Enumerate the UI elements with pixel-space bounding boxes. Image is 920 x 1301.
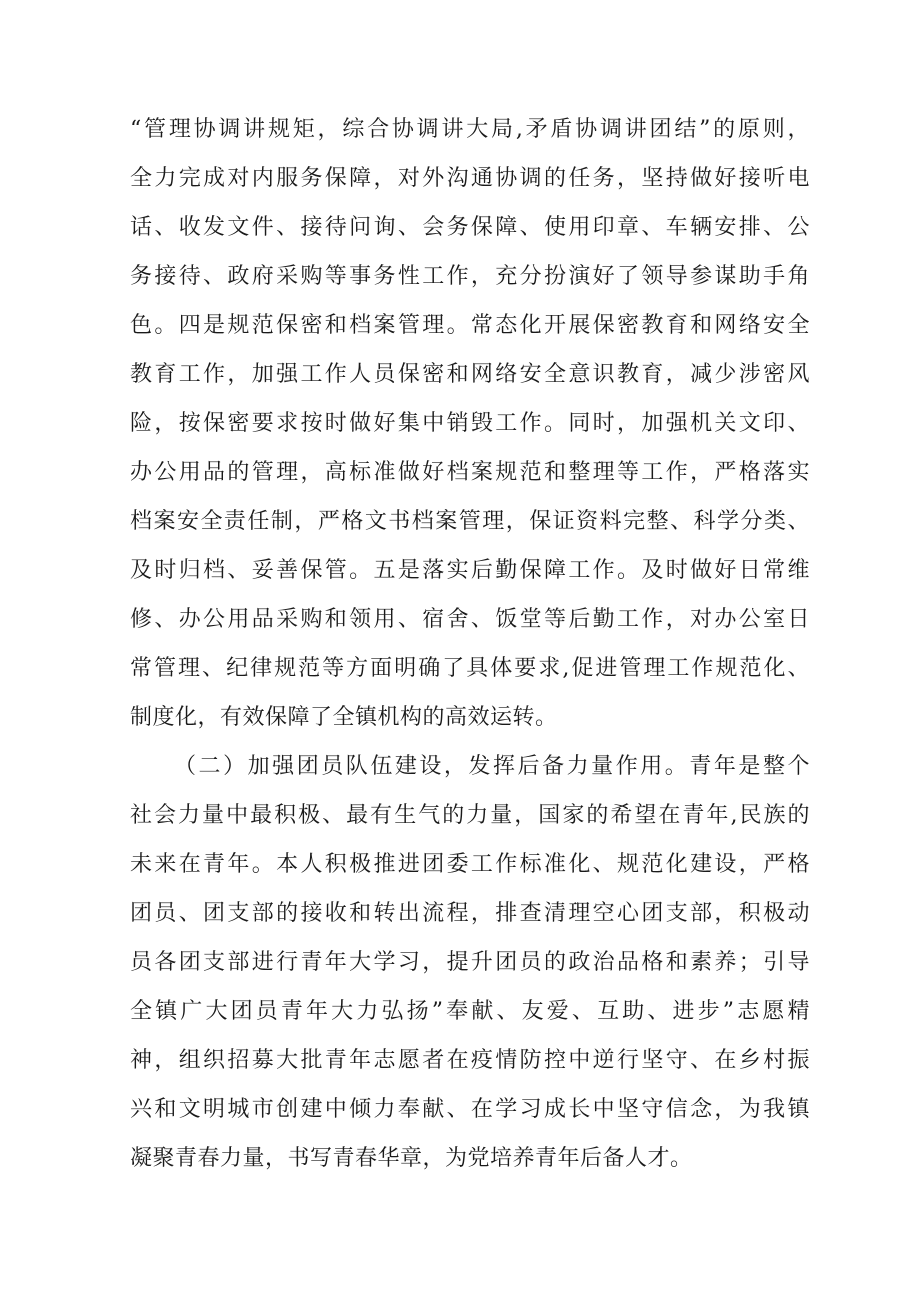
- text-line: 全镇广大团员青年大力弘扬”奉献、友爱、互助、进步”志愿精: [130, 999, 810, 1024]
- text-line: 办公用品的管理，高标准做好档案规范和整理等工作，严格落实: [130, 460, 810, 485]
- text-line: 险，按保密要求按时做好集中销毁工作。同时，加强机关文印、: [130, 411, 810, 436]
- paragraph-admin-work: [130, 105, 810, 742]
- text-line: 修、办公用品采购和领用、宿舍、饭堂等后勤工作，对办公室日: [130, 607, 810, 632]
- text-line: 档案安全责任制，严格文书档案管理，保证资料完整、科学分类、: [130, 509, 810, 534]
- section-heading-line: （二）加强团员队伍建设，发挥后备力量作用。青年是整个: [174, 754, 810, 779]
- text-line: 员各团支部进行青年大学习，提升团员的政治品格和素养；引导: [130, 950, 810, 975]
- paragraph-youth-league: [130, 742, 810, 1183]
- text-line: 凝聚青春力量，书写青春华章，为党培养青年后备人才。: [130, 1146, 693, 1171]
- text-line: 未来在青年。本人积极推进团委工作标准化、规范化建设，严格: [130, 852, 810, 877]
- text-line: 教育工作，加强工作人员保密和网络安全意识教育，减少涉密风: [130, 362, 810, 387]
- text-line: 话、收发文件、接待问询、会务保障、使用印章、车辆安排、公: [130, 215, 810, 240]
- text-line: 团员、团支部的接收和转出流程，排查清理空心团支部，积极动: [130, 901, 810, 926]
- text-line: 制度化，有效保障了全镇机构的高效运转。: [130, 705, 558, 730]
- text-line: 常管理、纪律规范等方面明确了具体要求,促进管理工作规范化、: [130, 656, 810, 681]
- text-line: 务接待、政府采购等事务性工作，充分扮演好了领导参谋助手角: [130, 264, 810, 289]
- text-line: 及时归档、妥善保管。五是落实后勤保障工作。及时做好日常维: [130, 558, 810, 583]
- text-line: “管理协调讲规矩，综合协调讲大局,矛盾协调讲团结”的原则，: [130, 117, 810, 142]
- text-line: 神，组织招募大批青年志愿者在疫情防控中逆行坚守、在乡村振: [130, 1048, 810, 1073]
- text-line: 全力完成对内服务保障，对外沟通协调的任务，坚持做好接听电: [130, 166, 810, 191]
- text-line: 色。四是规范保密和档案管理。常态化开展保密教育和网络安全: [130, 313, 810, 338]
- text-line: 社会力量中最积极、最有生气的力量，国家的希望在青年,民族的: [130, 803, 810, 828]
- text-line: 兴和文明城市创建中倾力奉献、在学习成长中坚守信念，为我镇: [130, 1097, 810, 1122]
